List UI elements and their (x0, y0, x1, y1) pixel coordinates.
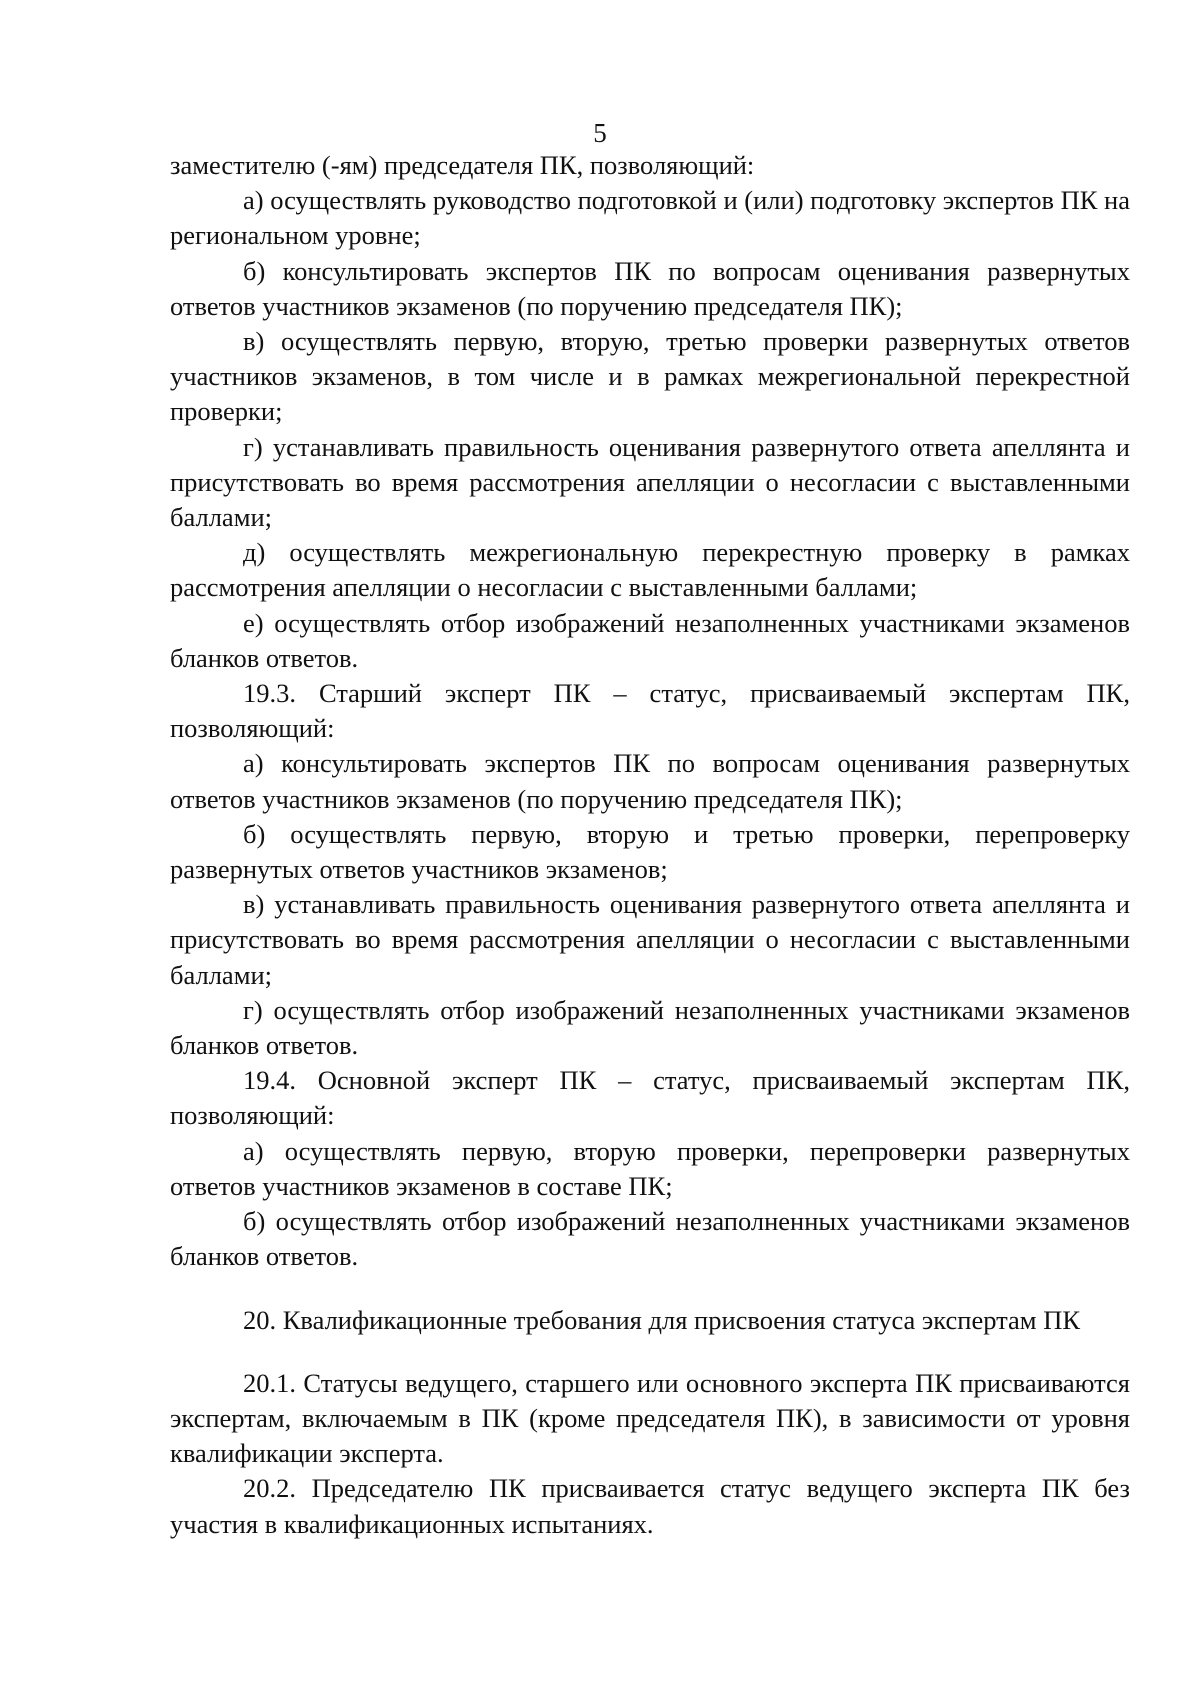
paragraph-continuation: заместителю (-ям) председателя ПК, позволяющий: (170, 150, 755, 180)
paragraph-19-4: 19.4. Основной эксперт ПК – статус, присваиваемый экспертам ПК, позволяющий: (170, 1065, 1130, 1131)
paragraph-19-3: 19.3. Старший эксперт ПК – статус, присваиваемый экспертам ПК, позволяющий: (170, 678, 1130, 744)
paragraph-item-v: в) осуществлять первую, вторую, третью проверки развернутых ответов участников экзаменов, в том числе и в рамках межрегиональной перекрестной проверки; (170, 326, 1130, 427)
paragraph-19-4-item-a: а) осуществлять первую, вторую проверки, перепроверки развернутых ответов участников экзаменов в составе ПК; (170, 1135, 1130, 1201)
paragraph-item-g: г) устанавливать правильность оценивания развернутого ответа апеллянта и присутствовать во время рассмотрения апелляции о несогласии с выставленными баллами; (170, 431, 1130, 533)
paragraph-item-a: а) осуществлять руководство подготовкой и (или) подготовку экспертов ПК на региональном уровне; (170, 185, 1130, 251)
paragraph-19-4-item-b: б) осуществлять отбор изображений незаполненных участниками экзаменов бланков ответов. (170, 1206, 1130, 1272)
page-number: 5 (593, 118, 607, 148)
paragraph-item-d: д) осуществлять межрегиональную перекрестную проверку в рамках рассмотрения апелляции о несогласии с выставленными баллами; (170, 537, 1130, 603)
paragraph-19-3-item-v: в) устанавливать правильность оценивания развернутого ответа апеллянта и присутствовать во время рассмотрения апелляции о несогласии с выставленными баллами; (170, 889, 1130, 990)
paragraph-item-b: б) консультировать экспертов ПК по вопросам оценивания развернутых ответов участников экзаменов (по поручению председателя ПК); (170, 255, 1130, 321)
paragraph-20-1: 20.1. Статусы ведущего, старшего или основного эксперта ПК присваиваются экспертам, включаемым в ПК (кроме председателя ПК), в зависимости от уровня квалификации эксперта. (170, 1367, 1130, 1469)
section-heading: 20. Квалификационные требования для присвоения статуса экспертам ПК (243, 1304, 1081, 1335)
document-body (170, 148, 1130, 1542)
paragraph-19-3-item-a: а) консультировать экспертов ПК по вопросам оценивания развернутых ответов участников экзаменов (по поручению председателя ПК); (170, 748, 1130, 814)
paragraph-19-3-item-b: б) осуществлять первую, вторую и третью проверки, перепроверку развернутых ответов участников экзаменов; (170, 818, 1130, 885)
paragraph-19-3-item-g: г) осуществлять отбор изображений незаполненных участниками экзаменов бланков ответов. (170, 994, 1130, 1061)
paragraph-item-e: е) осуществлять отбор изображений незаполненных участниками экзаменов бланков ответов. (170, 607, 1130, 673)
paragraph-20-2: 20.2. Председателю ПК присваивается статус ведущего эксперта ПК без участия в квалификационных испытаниях. (170, 1473, 1130, 1539)
